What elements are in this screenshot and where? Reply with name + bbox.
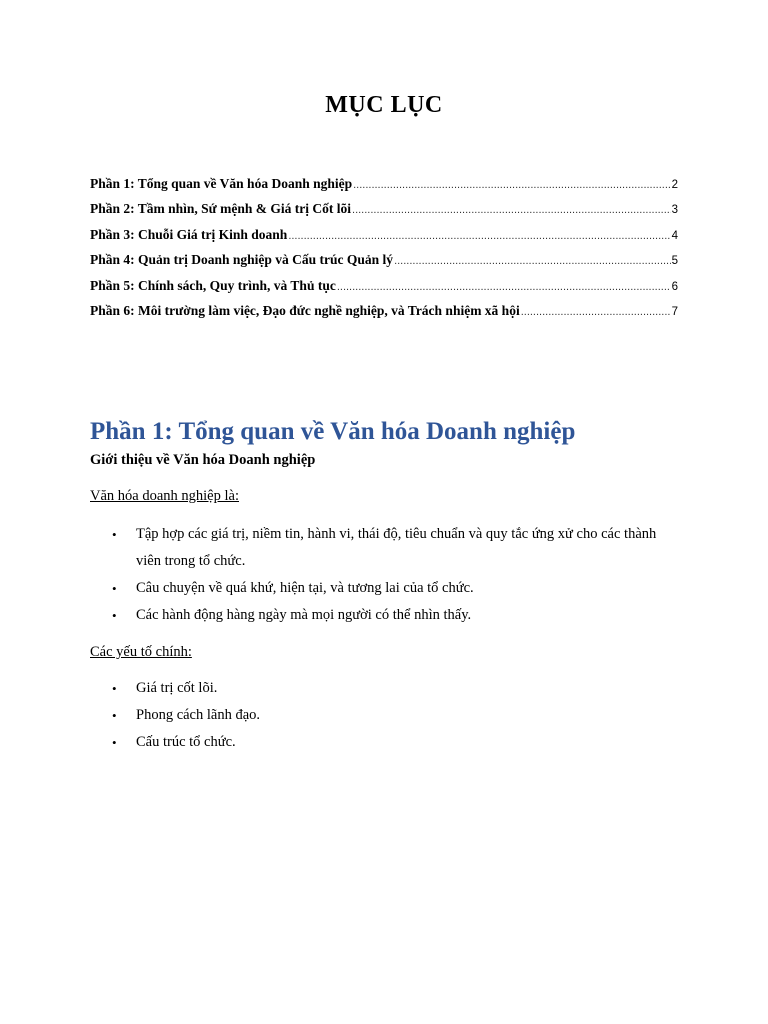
toc-entry[interactable] (90, 201, 678, 226)
toc-dot-leader (521, 306, 671, 318)
toc-page-number: 3 (671, 204, 678, 217)
toc-dot-leader (394, 255, 671, 267)
bullet-icon: • (112, 735, 117, 750)
toc-entry[interactable] (90, 278, 678, 303)
list-item (90, 729, 680, 756)
toc-page-number: 6 (671, 280, 678, 293)
toc-dot-leader (352, 204, 671, 216)
list-item-text: Cấu trúc tổ chức. (136, 734, 236, 750)
toc-entry[interactable] (90, 252, 678, 277)
bullet-icon: • (112, 581, 117, 596)
toc-entry[interactable] (90, 227, 678, 252)
list-item-text: Câu chuyện về quá khứ, hiện tại, và tương lai của tổ chức. (136, 580, 474, 596)
toc-entry[interactable] (90, 176, 678, 201)
definition-list (90, 521, 680, 629)
toc-list (90, 176, 678, 328)
list-item (90, 521, 680, 575)
toc-entry-label: Phần 2: Tầm nhìn, Sứ mệnh & Giá trị Cốt lõi (90, 201, 352, 217)
bullet-icon: • (112, 681, 117, 696)
list-item (90, 602, 680, 629)
toc-page-number: 2 (671, 179, 678, 191)
toc-page-number: 4 (671, 229, 678, 242)
section-heading: Phần 1: Tổng quan về Văn hóa Doanh nghiệp (90, 418, 576, 445)
factors-list (90, 675, 680, 756)
definition-label: Văn hóa doanh nghiệp là: (90, 488, 239, 504)
list-item-text: Giá trị cốt lõi. (136, 680, 218, 696)
toc-dot-leader (353, 179, 670, 191)
toc-entry-label: Phần 3: Chuỗi Giá trị Kinh doanh (90, 226, 288, 242)
list-item-text: Phong cách lãnh đạo. (136, 707, 261, 723)
toc-entry-label: Phần 1: Tổng quan về Văn hóa Doanh nghiệp (90, 176, 353, 191)
list-item (90, 675, 680, 702)
bullet-icon: • (112, 608, 117, 623)
list-item-text: Tập hợp các giá trị, niềm tin, hành vi, thái độ, tiêu chuẩn và quy tắc ứng xử cho các thành viên trong tổ chức. (136, 526, 657, 569)
toc-entry[interactable] (90, 303, 678, 328)
toc-page-number: 5 (671, 255, 678, 268)
factors-label: Các yếu tố chính: (90, 644, 192, 660)
section-subheading: Giới thiệu về Văn hóa Doanh nghiệp (90, 452, 316, 468)
list-item (90, 575, 680, 602)
bullet-icon: • (112, 708, 117, 723)
toc-page-number: 7 (671, 305, 678, 318)
toc-entry-label: Phần 5: Chính sách, Quy trình, và Thủ tục (90, 277, 336, 293)
list-item (90, 702, 680, 729)
list-item-text: Các hành động hàng ngày mà mọi người có thể nhìn thấy. (136, 607, 472, 623)
toc-title: MỤC LỤC (325, 92, 443, 118)
toc-entry-label: Phần 4: Quản trị Doanh nghiệp và Cấu trúc Quản lý (90, 252, 394, 268)
toc-dot-leader (288, 230, 670, 242)
bullet-icon: • (112, 527, 117, 542)
toc-entry-label: Phần 6: Môi trường làm việc, Đạo đức nghề nghiệp, và Trách nhiệm xã hội (90, 302, 520, 318)
toc-dot-leader (337, 281, 671, 293)
